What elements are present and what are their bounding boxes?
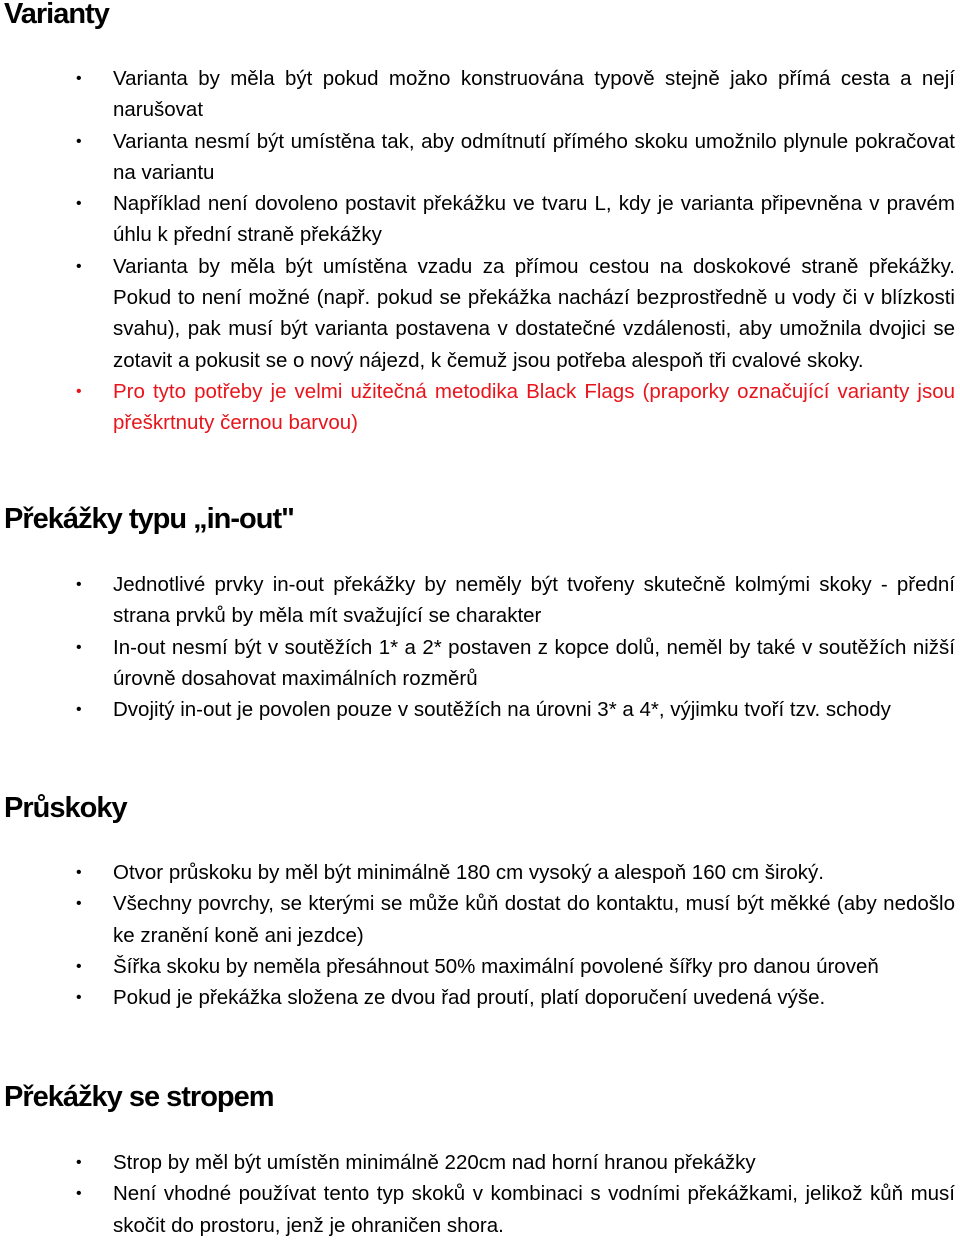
list-item-text: Varianta nesmí být umístěna tak, aby odmítnutí přímého skoku umožnilo plynule pokračovat na variantu: [113, 129, 955, 184]
bullet-list-pruskoky: [0, 857, 960, 1013]
list-item: [0, 857, 960, 888]
bullet-icon: •: [76, 576, 82, 593]
section-title-pruskoky: Průskoky: [4, 792, 127, 824]
bullet-icon: •: [76, 257, 82, 275]
list-item-highlighted: [0, 376, 960, 439]
list-item: [0, 951, 960, 982]
list-item-text: Varianta by měla být pokud možno konstruována typově stejně jako přímá cesta a nejí narušovat: [113, 67, 955, 122]
bullet-list-in-out: [0, 569, 960, 725]
list-item-text: Otvor průskoku by měl být minimálně 180 cm vysoký a alespoň 160 cm široký.: [113, 861, 824, 884]
list-item: [0, 632, 960, 695]
bullet-icon: •: [76, 195, 82, 213]
bullet-icon: •: [76, 382, 82, 400]
list-item-text: Dvojitý in-out je povolen pouze v soutěžích na úrovni 3* a 4*, výjimku tvoří tzv. schody: [113, 698, 891, 722]
list-item-text: In-out nesmí být v soutěžích 1* a 2* postaven z kopce dolů, neměl by také v soutěžích nižší úrovně dosahovat maximálních rozměrů: [113, 635, 955, 690]
list-item: [0, 982, 960, 1013]
list-item-text: Pro tyto potřeby je velmi užitečná metodika Black Flags (praporky označující varianty jsou přeškrtnuty černou barvou): [113, 379, 955, 435]
list-item: [0, 63, 960, 126]
list-item: [0, 694, 960, 725]
list-item: [0, 251, 960, 376]
list-item-text: Varianta by měla být umístěna vzadu za přímou cestou na doskokové straně překážky. Pokud to není možné (např. pokud se překážka nachází bezprostředně u vody či v blízkosti svahu), pak musí být varianta postavena v dostatečné vzdálenosti, aby umožnila dvojici se zotavit a pokusit se o nový nájezd, k čemuž jsou potřeba alespoň tři cvalové skoky.: [113, 254, 955, 372]
list-item-text: Všechny povrchy, se kterými se může kůň dostat do kontaktu, musí být měkké (aby nedošlo ke zranění koně ani jezdce): [113, 892, 955, 947]
list-item-text: Například není dovoleno postavit překážku ve tvaru L, kdy je varianta připevněna v pravém úhlu k přední straně překážky: [113, 192, 955, 247]
bullet-list-varianty: [0, 63, 960, 439]
list-item-text: Strop by měl být umístěn minimálně 220cm nad horní hranou překážky: [113, 1151, 756, 1174]
list-item: [0, 1147, 960, 1178]
list-item-text: Šířka skoku by neměla přesáhnout 50% maximální povolené šířky pro danou úroveň: [113, 954, 879, 978]
bullet-icon: •: [76, 132, 82, 150]
bullet-icon: •: [76, 1154, 82, 1171]
list-item: [0, 888, 960, 951]
list-item-text: Pokud je překážka složena ze dvou řad proutí, platí doporučení uvedená výše.: [113, 986, 826, 1010]
section-title-in-out: Překážky typu „in-out": [4, 503, 294, 535]
bullet-icon: •: [76, 895, 82, 913]
list-item: [0, 188, 960, 251]
bullet-icon: •: [76, 864, 82, 881]
bullet-icon: •: [76, 957, 82, 975]
bullet-icon: •: [76, 70, 82, 87]
bullet-icon: •: [76, 638, 82, 656]
section-title-strop: Překážky se stropem: [4, 1081, 274, 1113]
bullet-icon: •: [76, 989, 82, 1007]
list-item-text: Jednotlivé prvky in-out překážky by neměly být tvořeny skutečně kolmými skoky - přední strana prvků by měla mít svažující se charakter: [113, 573, 955, 628]
list-item-text: Není vhodné používat tento typ skoků v kombinaci s vodními překážkami, jelikož kůň musí skočit do prostoru, jenž je ohraničen shora.: [113, 1182, 955, 1237]
section-title-varianty: Varianty: [4, 0, 109, 30]
bullet-list-strop: [0, 1147, 960, 1241]
list-item: [0, 569, 960, 632]
list-item: [0, 1178, 960, 1241]
bullet-icon: •: [76, 701, 82, 719]
bullet-icon: •: [76, 1185, 82, 1203]
list-item: [0, 126, 960, 189]
